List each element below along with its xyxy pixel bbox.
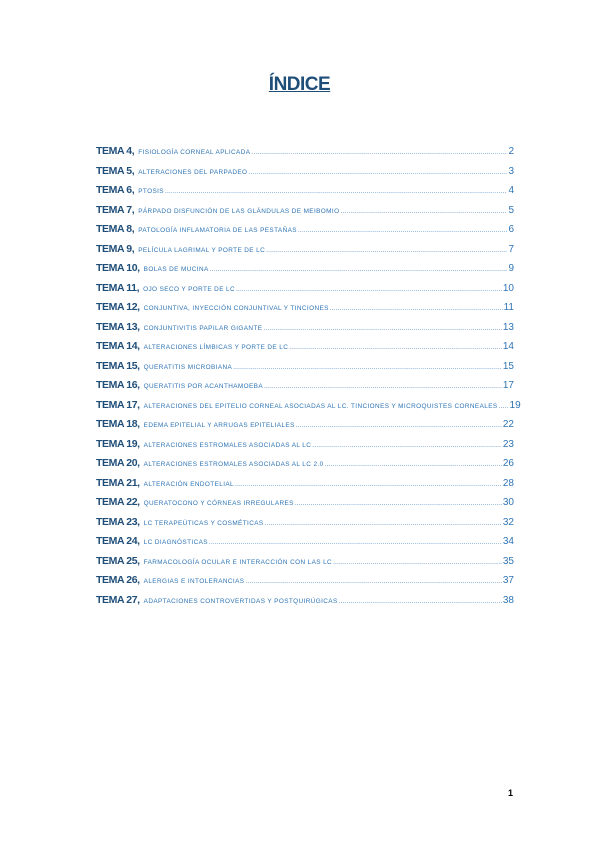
toc-entry[interactable] (96, 243, 514, 263)
toc-entry-page: 3 (508, 165, 514, 177)
toc-entry-page: 10 (502, 282, 514, 294)
toc-entry-tema: TEMA 18, (96, 418, 140, 430)
toc-entry-page: 26 (502, 458, 514, 469)
toc-entry[interactable] (96, 574, 514, 594)
toc-entry[interactable] (96, 360, 514, 380)
toc-entry-leader (263, 325, 501, 332)
toc-entry-tema: TEMA 22, (96, 496, 140, 508)
toc-entry[interactable] (96, 555, 514, 575)
toc-entry-topic: ALTERACIONES DEL EPITELIO CORNEAL ASOCIADAS AL LC. TINCIONES Y MICROQUISTES CORNEALES (143, 402, 498, 410)
toc-entry-tema: TEMA 9, (96, 242, 135, 255)
toc-entry[interactable] (96, 438, 514, 458)
toc-entry-tema: TEMA 6, (96, 184, 135, 196)
toc-entry[interactable] (96, 165, 514, 185)
toc-entry-leader (330, 305, 503, 312)
toc-entry-topic: ALTERACIONES ESTROMALES ASOCIADAS AL LC (143, 441, 312, 449)
toc-entry-leader (236, 286, 502, 293)
toc-entry-leader (289, 344, 502, 351)
toc-entry[interactable] (96, 204, 514, 224)
toc-entry-tema: TEMA 26, (96, 574, 140, 586)
toc-entry-page: 23 (502, 438, 514, 450)
toc-entry-topic: PTOSIS (138, 188, 164, 195)
toc-entry-page: 34 (502, 536, 514, 547)
toc-entry-tema: TEMA 20, (96, 457, 140, 469)
toc-entry-leader (209, 539, 502, 546)
toc-entry-leader (233, 364, 502, 371)
toc-entry-tema: TEMA 16, (96, 379, 140, 391)
toc-entry-page: 11 (503, 302, 514, 313)
toc-entry-topic: QUERATITIS MICROBIANA (143, 363, 233, 371)
toc-entry-topic: OJO SECO Y PORTE DE LC (143, 285, 235, 293)
toc-entry-tema: TEMA 11, (96, 281, 140, 294)
toc-entry-topic: PATOLOGÍA INFLAMATORIA DE LAS PESTAÑAS (138, 227, 297, 234)
toc-entry-tema: TEMA 21, (96, 476, 140, 489)
toc-entry-leader (248, 169, 507, 176)
toc-entry-topic: CONJUNTIVA, INYECCIÓN CONJUNTIVAL Y TINCIONES (143, 305, 329, 312)
toc-entry-leader (333, 559, 502, 566)
toc-entry-page: 14 (502, 341, 514, 352)
toc-entry-topic: CONJUNTIVITIS PAPILAR GIGANTE (143, 324, 263, 332)
toc-entry-topic: LC DIAGNÓSTICAS (143, 539, 208, 546)
toc-entry-tema: TEMA 25, (96, 554, 140, 567)
toc-entry-tema: TEMA 8, (96, 223, 135, 235)
toc-entry-page: 30 (502, 497, 514, 508)
toc-entry-leader (210, 266, 508, 273)
toc-entry[interactable] (96, 340, 514, 360)
toc-entry-page: 9 (508, 263, 514, 274)
toc-entry-topic: BOLAS DE MUCINA (143, 266, 209, 273)
toc-entry-tema: TEMA 17, (96, 398, 140, 411)
toc-entry-topic: FISIOLOGÍA CORNEAL APLICADA (138, 149, 251, 156)
toc-entry[interactable] (96, 223, 514, 243)
toc-entry-tema: TEMA 23, (96, 515, 140, 528)
toc-entry-page: 7 (508, 243, 514, 255)
toc-entry-tema: TEMA 15, (96, 359, 140, 372)
toc-entry-topic: LC TERAPEÚTICAS Y COSMÉTICAS (143, 519, 264, 527)
toc-entry-topic: QUERATITIS POR ACANTHAMOEBA (143, 383, 264, 390)
toc-entry-leader (340, 208, 507, 215)
toc-entry-tema: TEMA 7, (96, 203, 135, 216)
toc-entry-page: 22 (502, 419, 514, 430)
toc-entry-tema: TEMA 27, (96, 593, 140, 606)
toc-entry[interactable] (96, 594, 514, 614)
toc-entry-page: 13 (502, 321, 514, 333)
toc-entry-leader (499, 403, 509, 410)
toc-entry-tema: TEMA 13, (96, 320, 140, 333)
toc-entry[interactable] (96, 145, 514, 165)
toc-entry[interactable] (96, 379, 514, 399)
toc-entry-leader (266, 247, 507, 254)
toc-entry-topic: ALTERACIONES ESTROMALES ASOCIADAS AL LC 2.0 (143, 461, 324, 468)
toc-entry-page: 35 (502, 555, 514, 567)
toc-entry-leader (235, 481, 502, 488)
toc-entry-leader (251, 149, 507, 156)
toc-entry[interactable] (96, 535, 514, 555)
toc-entry[interactable] (96, 321, 514, 341)
toc-entry-topic: ALTERACIONES DEL PARPADEO (138, 168, 248, 176)
toc-entry-tema: TEMA 12, (96, 301, 140, 313)
toc-entry-leader (264, 383, 502, 390)
toc-entry-tema: TEMA 24, (96, 535, 140, 547)
toc-entry-tema: TEMA 19, (96, 437, 140, 450)
toc-entry-leader (245, 578, 501, 585)
page-number: 1 (507, 788, 513, 798)
table-of-contents (96, 145, 521, 613)
toc-entry-page: 32 (502, 516, 514, 528)
toc-entry-page: 4 (508, 185, 514, 196)
toc-entry[interactable] (96, 418, 514, 438)
toc-entry-leader (298, 227, 508, 234)
toc-entry-page: 38 (502, 594, 514, 606)
toc-entry-page: 5 (508, 204, 514, 216)
toc-entry-topic: PÁRPADO DISFUNCIÓN DE LAS GLÁNDULAS DE MEIBOMIO (138, 207, 340, 215)
toc-entry-tema: TEMA 4, (96, 145, 135, 157)
toc-entry-tema: TEMA 5, (96, 164, 135, 177)
toc-entry-topic: QUERATOCONO Y CÓRNEAS IRREGULARES (143, 500, 294, 507)
toc-entry-page: 2 (508, 146, 514, 157)
toc-entry-tema: TEMA 10, (96, 262, 140, 274)
toc-entry-leader (312, 442, 502, 449)
toc-entry-topic: ADAPTACIONES CONTROVERTIDAS Y POSTQUIRÚGICAS (143, 597, 338, 605)
toc-entry-leader (325, 461, 502, 468)
toc-entry-page: 28 (502, 477, 514, 489)
toc-entry-page: 6 (508, 224, 514, 235)
toc-entry-topic: EDEMA EPITELIAL Y ARRUGAS EPITELIALES (143, 422, 295, 429)
toc-entry[interactable] (96, 262, 514, 282)
toc-entry-leader (295, 500, 502, 507)
toc-entry-leader (296, 422, 502, 429)
toc-entry-page: 17 (502, 380, 514, 391)
toc-entry-page: 19 (509, 399, 521, 411)
toc-entry[interactable] (96, 301, 514, 321)
toc-entry-leader (265, 520, 502, 527)
toc-entry-page: 15 (502, 360, 514, 372)
page-title: ÍNDICE (268, 74, 331, 95)
toc-entry-page: 37 (502, 575, 514, 586)
toc-entry-topic: PELÍCULA LAGRIMAL Y PORTE DE LC (138, 246, 266, 254)
toc-entry[interactable] (96, 457, 514, 477)
toc-entry-topic: ALTERACIÓN ENDOTELIAL (143, 480, 234, 488)
toc-entry-topic: FARMACOLOGÍA OCULAR E INTERACCIÓN CON LAS LC (143, 558, 333, 566)
toc-entry-topic: ALERGIAS E INTOLERANCIAS (143, 578, 245, 585)
toc-entry[interactable] (96, 282, 514, 302)
toc-entry-tema: TEMA 14, (96, 340, 140, 352)
toc-entry-leader (165, 188, 507, 195)
toc-entry[interactable] (96, 398, 521, 419)
toc-entry[interactable] (96, 477, 514, 497)
toc-entry[interactable] (96, 496, 514, 516)
toc-entry-leader (339, 598, 502, 605)
toc-entry-topic: ALTERACIONES LÍMBICAS Y PORTE DE LC (143, 344, 289, 351)
toc-entry[interactable] (96, 516, 514, 536)
toc-entry[interactable] (96, 184, 514, 204)
